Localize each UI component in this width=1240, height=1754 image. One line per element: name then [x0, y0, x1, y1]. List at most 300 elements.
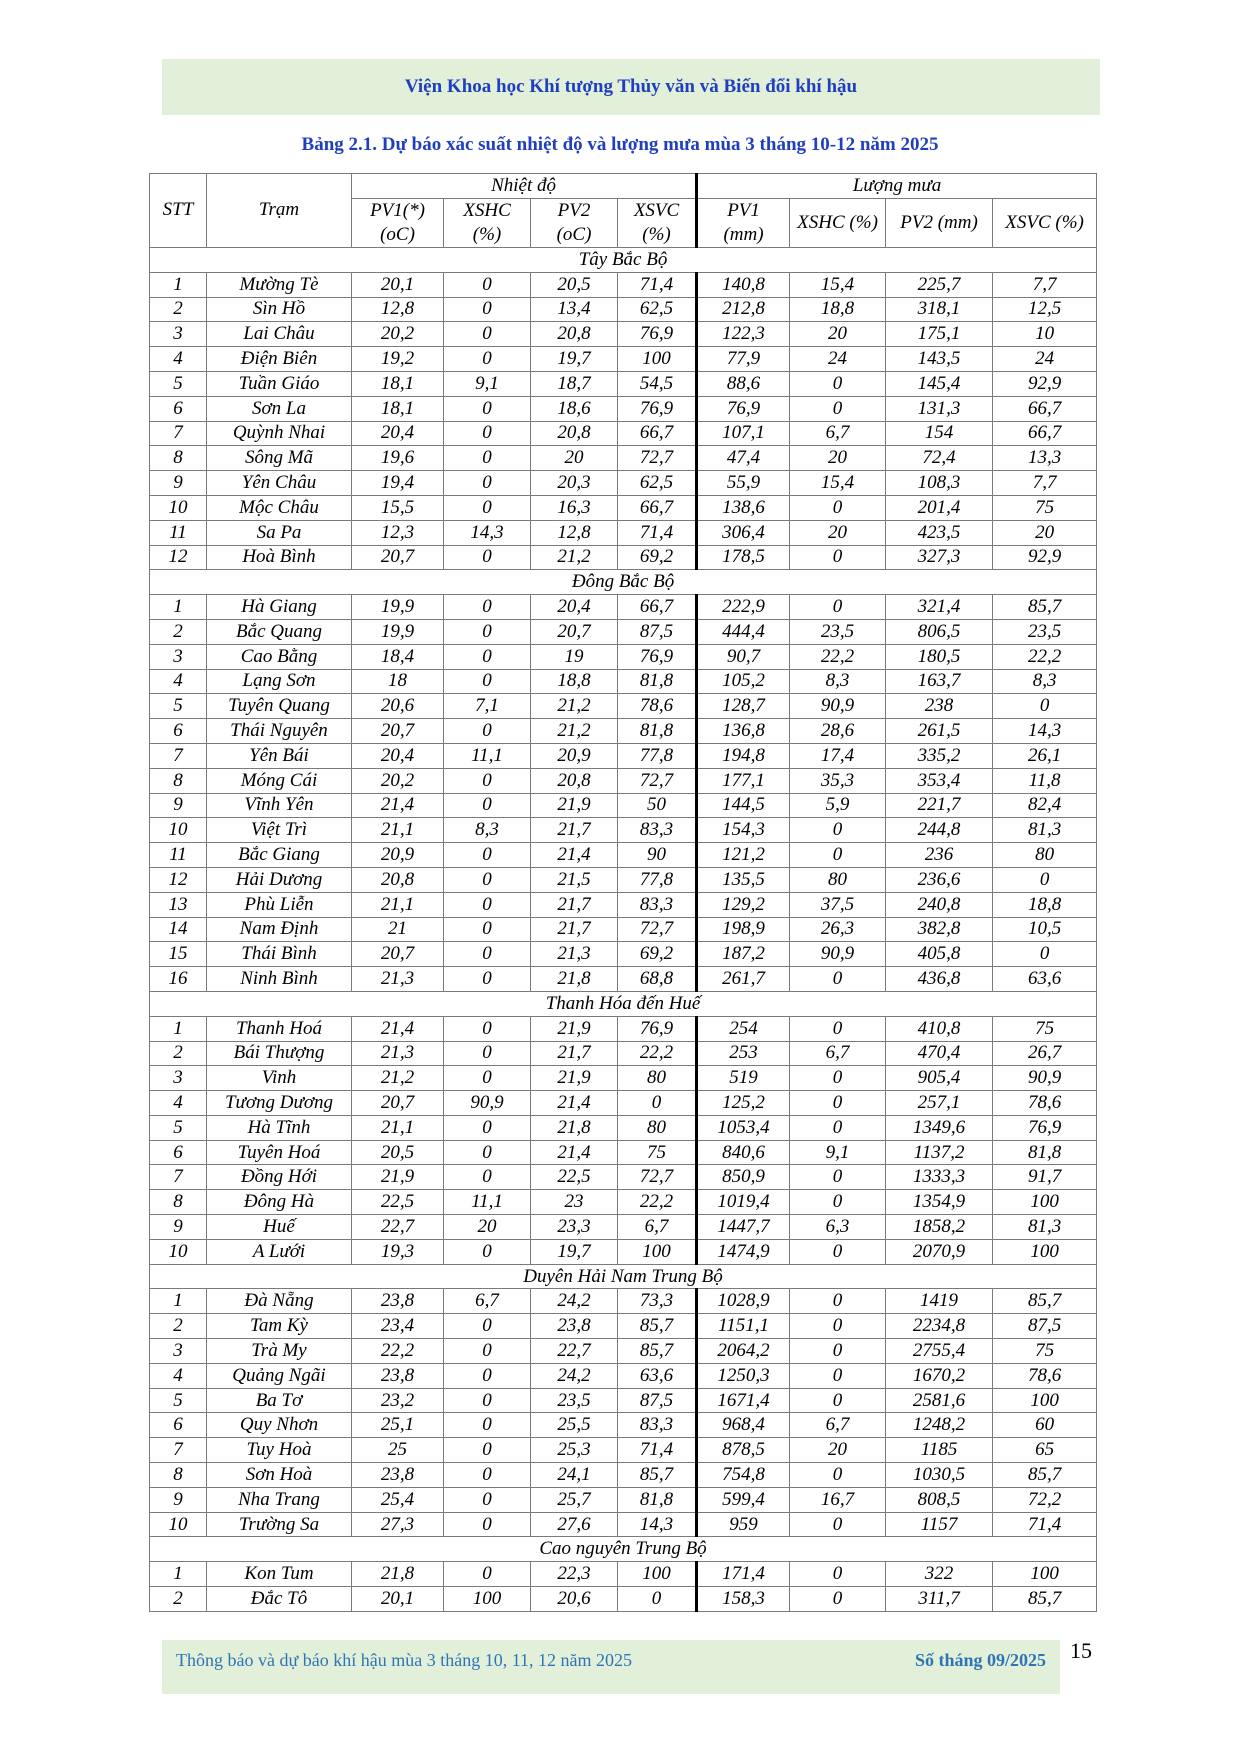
cell-rain-pv1: 444,4: [697, 619, 790, 644]
cell-station: Tuyên Hoá: [207, 1140, 352, 1165]
cell-rain-xsvc: 60: [993, 1413, 1097, 1438]
region-name: Thanh Hóa đến Huế: [150, 991, 1097, 1016]
cell-rain-pv1: 959: [697, 1512, 790, 1537]
table-row: [150, 892, 1097, 917]
cell-rain-pv1: 88,6: [697, 371, 790, 396]
cell-stt: 5: [150, 694, 207, 719]
cell-temp-pv2: 20,5: [531, 272, 618, 297]
cell-temp-xsvc: 66,7: [618, 595, 697, 620]
cell-temp-xsvc: 80: [618, 1066, 697, 1091]
cell-rain-xshc: 17,4: [790, 743, 886, 768]
cell-temp-pv2: 20,8: [531, 768, 618, 793]
cell-rain-xsvc: 80: [993, 843, 1097, 868]
cell-station: Lạng Sơn: [207, 669, 352, 694]
cell-rain-pv1: 194,8: [697, 743, 790, 768]
cell-rain-xshc: 8,3: [790, 669, 886, 694]
table-title: Bảng 2.1. Dự báo xác suất nhiệt độ và lượng mưa mùa 3 tháng 10-12 năm 2025: [301, 134, 939, 155]
cell-temp-pv2: 21,9: [531, 1066, 618, 1091]
cell-rain-pv2: 154: [886, 421, 993, 446]
cell-temp-pv2: 27,6: [531, 1512, 618, 1537]
cell-rain-xsvc: 75: [993, 1339, 1097, 1364]
cell-station: Thái Bình: [207, 942, 352, 967]
header-label-line1: XSHC: [463, 200, 511, 221]
cell-stt: 4: [150, 1091, 207, 1116]
region-name: Duyên Hải Nam Trung Bộ: [150, 1264, 1097, 1289]
cell-temp-pv1: 19,2: [352, 347, 444, 372]
cell-rain-pv1: 1474,9: [697, 1239, 790, 1264]
cell-temp-pv1: 23,2: [352, 1388, 444, 1413]
cell-rain-pv2: 423,5: [886, 520, 993, 545]
cell-temp-pv1: 20,8: [352, 867, 444, 892]
table-row: [150, 1587, 1097, 1612]
cell-temp-pv2: 20,4: [531, 595, 618, 620]
cell-temp-xsvc: 85,7: [618, 1314, 697, 1339]
table-row: [150, 595, 1097, 620]
cell-temp-xsvc: 22,2: [618, 1041, 697, 1066]
cell-temp-pv2: 21,7: [531, 818, 618, 843]
table-row: [150, 793, 1097, 818]
cell-rain-xsvc: 22,2: [993, 644, 1097, 669]
header-xshc-rain: [790, 199, 886, 248]
cell-rain-pv2: 321,4: [886, 595, 993, 620]
cell-rain-pv1: 1019,4: [697, 1190, 790, 1215]
header-label-line2: (%): [472, 224, 502, 245]
cell-station: Sa Pa: [207, 520, 352, 545]
cell-stt: 9: [150, 793, 207, 818]
cell-temp-pv1: 20,7: [352, 719, 444, 744]
cell-rain-pv1: 968,4: [697, 1413, 790, 1438]
cell-rain-xsvc: 13,3: [993, 446, 1097, 471]
cell-rain-pv2: 236,6: [886, 867, 993, 892]
cell-rain-xshc: 80: [790, 867, 886, 892]
cell-rain-pv1: 121,2: [697, 843, 790, 868]
table-body: [150, 248, 1097, 1612]
cell-rain-pv2: 236: [886, 843, 993, 868]
footer-bulletin-title: Thông báo và dự báo khí hậu mùa 3 tháng 10, 11, 12 năm 2025: [176, 1650, 633, 1670]
cell-rain-xshc: 24: [790, 347, 886, 372]
cell-stt: 2: [150, 1587, 207, 1612]
cell-station: A Lưới: [207, 1239, 352, 1264]
cell-rain-pv2: 1354,9: [886, 1190, 993, 1215]
cell-rain-pv1: 138,6: [697, 495, 790, 520]
cell-rain-pv1: 1250,3: [697, 1363, 790, 1388]
cell-rain-pv1: 76,9: [697, 396, 790, 421]
cell-rain-xsvc: 65: [993, 1438, 1097, 1463]
header-label-line1: PV1: [727, 200, 760, 221]
cell-rain-xshc: 22,2: [790, 644, 886, 669]
cell-rain-pv1: 171,4: [697, 1562, 790, 1587]
cell-station: Huế: [207, 1215, 352, 1240]
table-row: [150, 768, 1097, 793]
cell-temp-pv2: 19,7: [531, 347, 618, 372]
cell-station: Móng Cái: [207, 768, 352, 793]
cell-rain-xshc: 90,9: [790, 694, 886, 719]
cell-rain-xshc: 0: [790, 1289, 886, 1314]
cell-rain-xshc: 20: [790, 446, 886, 471]
cell-stt: 6: [150, 396, 207, 421]
cell-rain-xshc: 16,7: [790, 1487, 886, 1512]
cell-rain-xshc: 35,3: [790, 768, 886, 793]
table-row: [150, 867, 1097, 892]
cell-temp-xshc: 0: [444, 1388, 531, 1413]
cell-rain-pv1: 2064,2: [697, 1339, 790, 1364]
cell-rain-pv2: 180,5: [886, 644, 993, 669]
cell-temp-pv2: 21,3: [531, 942, 618, 967]
cell-temp-pv2: 21,8: [531, 1115, 618, 1140]
table-row: [150, 644, 1097, 669]
cell-rain-xshc: 0: [790, 495, 886, 520]
cell-temp-xsvc: 83,3: [618, 892, 697, 917]
cell-rain-xsvc: 78,6: [993, 1363, 1097, 1388]
region-header-row: [150, 1264, 1097, 1289]
cell-rain-pv1: 55,9: [697, 471, 790, 496]
cell-temp-pv1: 23,8: [352, 1289, 444, 1314]
cell-rain-pv1: 306,4: [697, 520, 790, 545]
cell-temp-xshc: 0: [444, 1115, 531, 1140]
cell-rain-xsvc: 0: [993, 867, 1097, 892]
cell-temp-xsvc: 50: [618, 793, 697, 818]
cell-stt: 7: [150, 1165, 207, 1190]
cell-rain-pv2: 410,8: [886, 1016, 993, 1041]
cell-rain-xshc: 0: [790, 1115, 886, 1140]
cell-station: Quy Nhơn: [207, 1413, 352, 1438]
cell-rain-pv1: 254: [697, 1016, 790, 1041]
cell-stt: 4: [150, 669, 207, 694]
table-row: [150, 1438, 1097, 1463]
cell-temp-pv2: 21,4: [531, 1140, 618, 1165]
cell-rain-pv1: 129,2: [697, 892, 790, 917]
cell-station: Trà My: [207, 1339, 352, 1364]
cell-temp-xshc: 0: [444, 396, 531, 421]
header-label-line1: XSVC (%): [1005, 212, 1084, 233]
cell-rain-pv1: 198,9: [697, 917, 790, 942]
cell-temp-xshc: 0: [444, 619, 531, 644]
cell-stt: 4: [150, 1363, 207, 1388]
header-tram: Trạm: [207, 174, 352, 248]
cell-temp-pv1: 18,4: [352, 644, 444, 669]
cell-temp-xsvc: 72,7: [618, 446, 697, 471]
cell-stt: 1: [150, 272, 207, 297]
cell-station: Quỳnh Nhai: [207, 421, 352, 446]
cell-temp-pv1: 19,3: [352, 1239, 444, 1264]
table-row: [150, 1339, 1097, 1364]
cell-temp-xsvc: 71,4: [618, 272, 697, 297]
cell-temp-xshc: 0: [444, 297, 531, 322]
cell-station: Hà Giang: [207, 595, 352, 620]
cell-station: Ninh Bình: [207, 967, 352, 992]
cell-rain-xsvc: 12,5: [993, 297, 1097, 322]
table-row: [150, 495, 1097, 520]
table-row: [150, 843, 1097, 868]
cell-rain-pv2: 201,4: [886, 495, 993, 520]
forecast-table: [149, 173, 1097, 1612]
cell-temp-pv2: 24,2: [531, 1363, 618, 1388]
table-row: [150, 1562, 1097, 1587]
cell-temp-xsvc: 77,8: [618, 743, 697, 768]
cell-temp-pv1: 19,9: [352, 595, 444, 620]
cell-temp-pv1: 21,1: [352, 1115, 444, 1140]
cell-rain-xshc: 20: [790, 520, 886, 545]
cell-temp-xsvc: 81,8: [618, 1487, 697, 1512]
cell-temp-xshc: 0: [444, 1463, 531, 1488]
cell-rain-pv2: 1157: [886, 1512, 993, 1537]
cell-rain-xshc: 28,6: [790, 719, 886, 744]
cell-temp-pv1: 19,6: [352, 446, 444, 471]
cell-rain-pv2: 1858,2: [886, 1215, 993, 1240]
cell-rain-xshc: 15,4: [790, 272, 886, 297]
cell-temp-xsvc: 81,8: [618, 669, 697, 694]
cell-rain-xshc: 0: [790, 1314, 886, 1339]
cell-rain-pv1: 253: [697, 1041, 790, 1066]
region-header-row: [150, 991, 1097, 1016]
cell-rain-pv2: 2070,9: [886, 1239, 993, 1264]
cell-temp-pv1: 25: [352, 1438, 444, 1463]
cell-temp-xshc: 0: [444, 347, 531, 372]
cell-temp-xsvc: 75: [618, 1140, 697, 1165]
cell-temp-xsvc: 85,7: [618, 1339, 697, 1364]
cell-rain-xsvc: 91,7: [993, 1165, 1097, 1190]
cell-temp-pv2: 18,8: [531, 669, 618, 694]
cell-rain-xsvc: 81,3: [993, 1215, 1097, 1240]
cell-temp-pv2: 19: [531, 644, 618, 669]
cell-rain-xshc: 0: [790, 1587, 886, 1612]
cell-temp-xshc: 0: [444, 1363, 531, 1388]
cell-rain-pv1: 47,4: [697, 446, 790, 471]
cell-temp-pv2: 21,9: [531, 793, 618, 818]
cell-rain-pv2: 806,5: [886, 619, 993, 644]
cell-temp-pv2: 21,2: [531, 719, 618, 744]
cell-rain-pv1: 158,3: [697, 1587, 790, 1612]
cell-temp-pv1: 21: [352, 917, 444, 942]
cell-station: Nha Trang: [207, 1487, 352, 1512]
table-row: [150, 669, 1097, 694]
cell-rain-xsvc: 66,7: [993, 396, 1097, 421]
cell-rain-pv2: 1185: [886, 1438, 993, 1463]
cell-temp-pv1: 19,4: [352, 471, 444, 496]
table-row: [150, 471, 1097, 496]
cell-temp-pv2: 24,2: [531, 1289, 618, 1314]
cell-stt: 9: [150, 1487, 207, 1512]
cell-temp-xshc: 9,1: [444, 371, 531, 396]
cell-rain-xsvc: 14,3: [993, 719, 1097, 744]
cell-stt: 8: [150, 446, 207, 471]
cell-rain-pv2: 382,8: [886, 917, 993, 942]
table-row: [150, 917, 1097, 942]
cell-rain-xshc: 0: [790, 1190, 886, 1215]
cell-temp-xshc: 11,1: [444, 1190, 531, 1215]
cell-rain-xsvc: 90,9: [993, 1066, 1097, 1091]
cell-temp-xshc: 0: [444, 1438, 531, 1463]
cell-rain-xshc: 0: [790, 1165, 886, 1190]
cell-stt: 7: [150, 1438, 207, 1463]
cell-rain-xshc: 9,1: [790, 1140, 886, 1165]
cell-temp-pv1: 18: [352, 669, 444, 694]
cell-rain-xsvc: 71,4: [993, 1512, 1097, 1537]
region-header-row: [150, 570, 1097, 595]
cell-stt: 3: [150, 322, 207, 347]
cell-temp-xsvc: 71,4: [618, 1438, 697, 1463]
cell-rain-pv1: 754,8: [697, 1463, 790, 1488]
cell-station: Điện Biên: [207, 347, 352, 372]
cell-temp-xsvc: 80: [618, 1115, 697, 1140]
cell-temp-xsvc: 0: [618, 1091, 697, 1116]
cell-temp-xshc: 0: [444, 1512, 531, 1537]
cell-station: Cao Bằng: [207, 644, 352, 669]
cell-rain-pv1: 840,6: [697, 1140, 790, 1165]
cell-temp-xshc: 0: [444, 1487, 531, 1512]
cell-temp-pv1: 18,1: [352, 396, 444, 421]
cell-rain-pv1: 1028,9: [697, 1289, 790, 1314]
cell-rain-xshc: 0: [790, 1239, 886, 1264]
table-row: [150, 1239, 1097, 1264]
cell-temp-pv2: 21,4: [531, 843, 618, 868]
cell-station: Yên Châu: [207, 471, 352, 496]
cell-temp-xsvc: 6,7: [618, 1215, 697, 1240]
cell-station: Sông Mã: [207, 446, 352, 471]
cell-rain-xsvc: 10,5: [993, 917, 1097, 942]
cell-temp-pv1: 23,4: [352, 1314, 444, 1339]
region-name: Đông Bắc Bộ: [150, 570, 1097, 595]
table-row: [150, 347, 1097, 372]
cell-temp-pv2: 25,5: [531, 1413, 618, 1438]
cell-temp-xshc: 0: [444, 644, 531, 669]
region-header-row: [150, 248, 1097, 273]
footer-band: [162, 1640, 1060, 1694]
header-label-line1: XSVC: [633, 200, 680, 221]
cell-rain-pv1: 144,5: [697, 793, 790, 818]
cell-rain-pv2: 353,4: [886, 768, 993, 793]
cell-rain-pv2: 322: [886, 1562, 993, 1587]
cell-rain-xsvc: 85,7: [993, 595, 1097, 620]
cell-temp-xshc: 0: [444, 1413, 531, 1438]
cell-temp-xsvc: 54,5: [618, 371, 697, 396]
cell-station: Mộc Châu: [207, 495, 352, 520]
cell-temp-pv1: 20,4: [352, 743, 444, 768]
cell-temp-xsvc: 83,3: [618, 1413, 697, 1438]
cell-temp-xsvc: 62,5: [618, 471, 697, 496]
cell-rain-xsvc: 23,5: [993, 619, 1097, 644]
cell-rain-xshc: 0: [790, 545, 886, 570]
table-row: [150, 446, 1097, 471]
cell-stt: 2: [150, 297, 207, 322]
cell-rain-pv2: 1419: [886, 1289, 993, 1314]
cell-rain-xshc: 6,7: [790, 1413, 886, 1438]
cell-temp-pv1: 20,2: [352, 322, 444, 347]
table-row: [150, 1388, 1097, 1413]
cell-rain-xsvc: 75: [993, 1016, 1097, 1041]
cell-stt: 5: [150, 1388, 207, 1413]
cell-temp-xshc: 20: [444, 1215, 531, 1240]
cell-temp-pv1: 21,4: [352, 793, 444, 818]
cell-station: Vĩnh Yên: [207, 793, 352, 818]
cell-rain-xsvc: 87,5: [993, 1314, 1097, 1339]
header-group-temperature: Nhiệt độ: [352, 174, 697, 199]
cell-rain-pv2: 1349,6: [886, 1115, 993, 1140]
cell-temp-xsvc: 72,7: [618, 768, 697, 793]
cell-temp-pv2: 24,1: [531, 1463, 618, 1488]
cell-temp-xsvc: 100: [618, 1562, 697, 1587]
footer-issue-number: Số tháng 09/2025: [914, 1650, 1046, 1670]
cell-temp-pv2: 20,7: [531, 619, 618, 644]
table-row: [150, 1165, 1097, 1190]
cell-rain-xsvc: 81,8: [993, 1140, 1097, 1165]
table-row: [150, 1363, 1097, 1388]
cell-rain-pv1: 878,5: [697, 1438, 790, 1463]
cell-rain-pv2: 108,3: [886, 471, 993, 496]
cell-temp-xsvc: 68,8: [618, 967, 697, 992]
cell-rain-pv2: 257,1: [886, 1091, 993, 1116]
cell-temp-pv1: 20,7: [352, 942, 444, 967]
cell-rain-xshc: 0: [790, 1512, 886, 1537]
cell-temp-xshc: 100: [444, 1587, 531, 1612]
cell-temp-xshc: 0: [444, 595, 531, 620]
cell-rain-xshc: 20: [790, 322, 886, 347]
cell-temp-pv1: 20,7: [352, 545, 444, 570]
cell-temp-pv2: 23: [531, 1190, 618, 1215]
cell-temp-pv2: 13,4: [531, 297, 618, 322]
header-band: [162, 59, 1100, 115]
cell-rain-pv2: 143,5: [886, 347, 993, 372]
table-row: [150, 322, 1097, 347]
table-row: [150, 545, 1097, 570]
cell-temp-xsvc: 85,7: [618, 1463, 697, 1488]
cell-stt: 5: [150, 371, 207, 396]
header-pv2-temp: [531, 199, 618, 248]
cell-rain-xshc: 5,9: [790, 793, 886, 818]
cell-temp-xshc: 0: [444, 1041, 531, 1066]
cell-rain-pv1: 261,7: [697, 967, 790, 992]
cell-rain-pv2: 175,1: [886, 322, 993, 347]
cell-temp-xshc: 7,1: [444, 694, 531, 719]
header-xshc-temp: [444, 199, 531, 248]
cell-rain-pv2: 1030,5: [886, 1463, 993, 1488]
cell-temp-xsvc: 87,5: [618, 1388, 697, 1413]
cell-temp-xsvc: 100: [618, 1239, 697, 1264]
table-row: [150, 1512, 1097, 1537]
cell-temp-pv2: 20,9: [531, 743, 618, 768]
cell-temp-xshc: 0: [444, 322, 531, 347]
cell-temp-pv2: 18,7: [531, 371, 618, 396]
cell-rain-pv2: 221,7: [886, 793, 993, 818]
cell-temp-xshc: 6,7: [444, 1289, 531, 1314]
cell-temp-pv1: 21,1: [352, 892, 444, 917]
cell-temp-xshc: 0: [444, 917, 531, 942]
cell-temp-pv1: 21,9: [352, 1165, 444, 1190]
cell-rain-pv1: 178,5: [697, 545, 790, 570]
cell-temp-xshc: 0: [444, 1239, 531, 1264]
cell-temp-pv2: 21,5: [531, 867, 618, 892]
cell-stt: 11: [150, 843, 207, 868]
cell-rain-pv2: 436,8: [886, 967, 993, 992]
cell-temp-pv2: 22,5: [531, 1165, 618, 1190]
table-row: [150, 1289, 1097, 1314]
cell-temp-pv2: 25,3: [531, 1438, 618, 1463]
cell-stt: 16: [150, 967, 207, 992]
cell-rain-pv1: 154,3: [697, 818, 790, 843]
cell-stt: 15: [150, 942, 207, 967]
cell-temp-xshc: 0: [444, 1016, 531, 1041]
cell-temp-pv1: 22,5: [352, 1190, 444, 1215]
cell-rain-pv1: 187,2: [697, 942, 790, 967]
cell-temp-pv1: 20,7: [352, 1091, 444, 1116]
cell-temp-pv1: 20,5: [352, 1140, 444, 1165]
cell-rain-pv2: 2755,4: [886, 1339, 993, 1364]
cell-temp-xsvc: 76,9: [618, 1016, 697, 1041]
cell-station: Bái Thượng: [207, 1041, 352, 1066]
cell-rain-pv1: 222,9: [697, 595, 790, 620]
table-row: [150, 1487, 1097, 1512]
header-xsvc-temp: [618, 199, 697, 248]
